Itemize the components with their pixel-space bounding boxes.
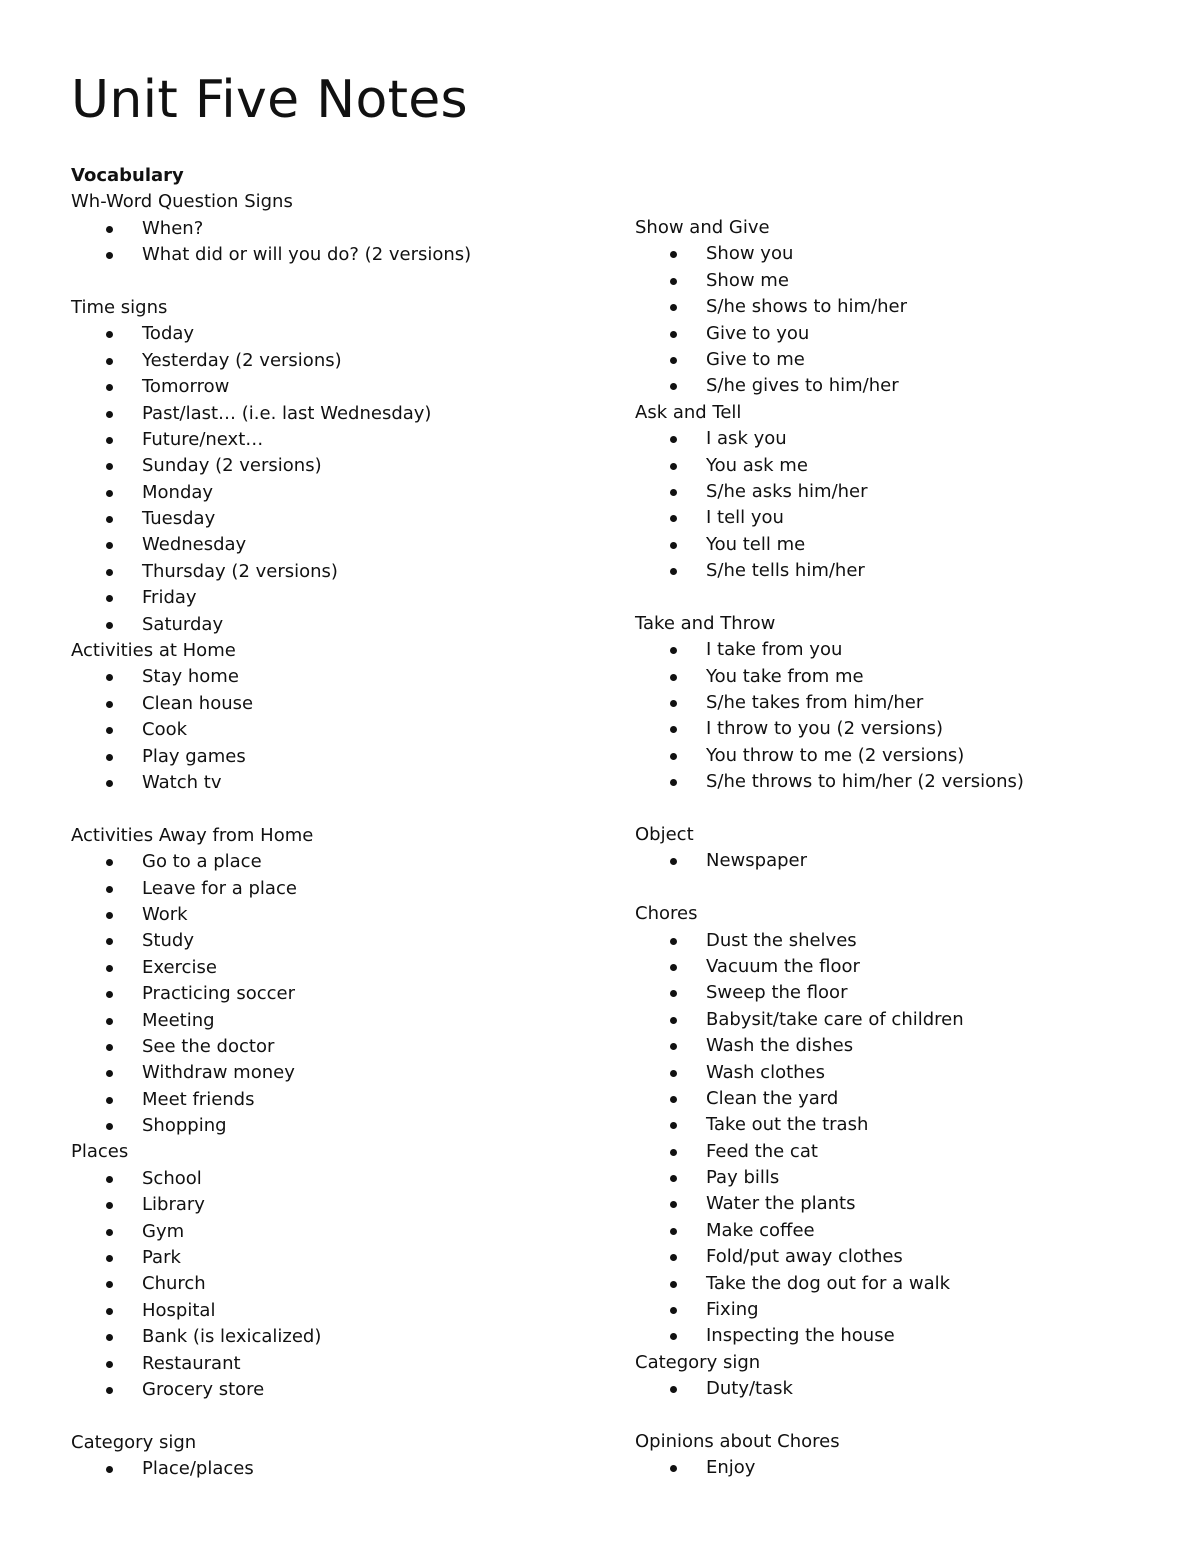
- list-object: [635, 848, 1024, 874]
- list-item: Yesterday (2 versions): [71, 348, 471, 374]
- list-item: Wednesday: [71, 532, 471, 558]
- list-item: Give to me: [635, 347, 1024, 373]
- list-item: Babysit/take care of children: [635, 1007, 1024, 1033]
- list-item: Pay bills: [635, 1165, 1024, 1191]
- section-heading-home: Activities at Home: [71, 640, 236, 662]
- list-item: Wash clothes: [635, 1060, 1024, 1086]
- section-heading-show: Show and Give: [635, 217, 770, 238]
- list-item: Sweep the floor: [635, 980, 1024, 1006]
- list-item: You throw to me (2 versions): [635, 743, 1024, 769]
- list-item: Give to you: [635, 321, 1024, 347]
- list-item: Clean house: [71, 691, 471, 717]
- right-column: [635, 215, 1024, 1482]
- list-item: Enjoy: [635, 1455, 1024, 1481]
- list-item: I ask you: [635, 426, 1024, 452]
- list-item: Meet friends: [71, 1087, 471, 1113]
- list-item: S/he tells him/her: [635, 558, 1024, 584]
- list-item: You tell me: [635, 532, 1024, 558]
- list-item: Fold/put away clothes: [635, 1244, 1024, 1270]
- list-item: Clean the yard: [635, 1086, 1024, 1112]
- list-item: Practicing soccer: [71, 981, 471, 1007]
- list-item: Church: [71, 1271, 471, 1297]
- section-heading-category-sign: Category sign: [635, 1351, 761, 1373]
- list-item: Exercise: [71, 955, 471, 981]
- section-heading-away: Activities Away from Home: [71, 824, 314, 846]
- list-item: Monday: [71, 480, 471, 506]
- list-item: Library: [71, 1192, 471, 1218]
- list-item: Bank (is lexicalized): [71, 1324, 471, 1350]
- list-item: S/he shows to him/her: [635, 294, 1024, 320]
- list-item: Duty/task: [635, 1376, 1024, 1402]
- list-category-sign: [635, 1376, 1024, 1402]
- list-item: Place/places: [71, 1456, 471, 1482]
- list-item: Grocery store: [71, 1377, 471, 1403]
- list-item: Fixing: [635, 1297, 1024, 1323]
- list-item: I tell you: [635, 505, 1024, 531]
- list-item: Park: [71, 1245, 471, 1271]
- list-item: Feed the cat: [635, 1139, 1024, 1165]
- list-item: Stay home: [71, 664, 471, 690]
- page-title: Unit Five Notes: [71, 70, 468, 130]
- list-item: Show you: [635, 241, 1024, 267]
- list-item: Sunday (2 versions): [71, 453, 471, 479]
- list-time: [71, 321, 471, 638]
- list-item: Tuesday: [71, 506, 471, 532]
- list-item: Vacuum the floor: [635, 954, 1024, 980]
- list-item: Meeting: [71, 1008, 471, 1034]
- list-item: Water the plants: [635, 1191, 1024, 1217]
- list-item: Cook: [71, 717, 471, 743]
- section-heading-time: Time signs: [71, 296, 168, 318]
- section-heading-wh: Wh-Word Question Signs: [71, 191, 293, 213]
- list-wh: [71, 216, 471, 269]
- list-opinions: [635, 1455, 1024, 1481]
- section-heading-category: Category sign: [71, 1431, 197, 1453]
- list-item: You take from me: [635, 664, 1024, 690]
- section-heading-take: Take and Throw: [635, 612, 776, 634]
- list-item: Tomorrow: [71, 374, 471, 400]
- list-item: Newspaper: [635, 848, 1024, 874]
- list-item: What did or will you do? (2 versions): [71, 242, 471, 268]
- list-item: Shopping: [71, 1113, 471, 1139]
- list-chores: [635, 928, 1024, 1350]
- list-item: School: [71, 1166, 471, 1192]
- list-item: Make coffee: [635, 1218, 1024, 1244]
- list-ask: [635, 426, 1024, 584]
- list-item: S/he throws to him/her (2 versions): [635, 769, 1024, 795]
- list-take: [635, 637, 1024, 795]
- list-item: S/he takes from him/her: [635, 690, 1024, 716]
- list-home: [71, 664, 471, 796]
- list-item: You ask me: [635, 453, 1024, 479]
- left-column: [71, 163, 471, 1483]
- list-item: Withdraw money: [71, 1060, 471, 1086]
- list-item: I take from you: [635, 637, 1024, 663]
- list-item: Inspecting the house: [635, 1323, 1024, 1349]
- list-item: Take out the trash: [635, 1112, 1024, 1138]
- list-item: Leave for a place: [71, 876, 471, 902]
- list-item: See the doctor: [71, 1034, 471, 1060]
- list-item: Saturday: [71, 612, 471, 638]
- list-item: Hospital: [71, 1298, 471, 1324]
- list-item: S/he gives to him/her: [635, 373, 1024, 399]
- list-places: [71, 1166, 471, 1404]
- section-heading-chores: Chores: [635, 903, 698, 925]
- list-item: Past/last… (i.e. last Wednesday): [71, 401, 471, 427]
- section-heading-object: Object: [635, 823, 694, 845]
- list-away: [71, 849, 471, 1139]
- list-item: Go to a place: [71, 849, 471, 875]
- list-item: Friday: [71, 585, 471, 611]
- list-item: Gym: [71, 1219, 471, 1245]
- list-item: Play games: [71, 744, 471, 770]
- list-item: Work: [71, 902, 471, 928]
- list-item: Today: [71, 321, 471, 347]
- section-heading-places: Places: [71, 1141, 129, 1163]
- list-item: S/he asks him/her: [635, 479, 1024, 505]
- list-item: I throw to you (2 versions): [635, 716, 1024, 742]
- list-item: Restaurant: [71, 1351, 471, 1377]
- list-item: Dust the shelves: [635, 928, 1024, 954]
- list-item: Take the dog out for a walk: [635, 1271, 1024, 1297]
- list-show: [635, 241, 1024, 399]
- list-item: Wash the dishes: [635, 1033, 1024, 1059]
- list-item: Future/next…: [71, 427, 471, 453]
- list-item: Thursday (2 versions): [71, 559, 471, 585]
- list-item: Show me: [635, 268, 1024, 294]
- list-category: [71, 1456, 471, 1482]
- vocabulary-label: Vocabulary: [71, 165, 184, 186]
- list-item: When?: [71, 216, 471, 242]
- list-item: Study: [71, 928, 471, 954]
- list-item: Watch tv: [71, 770, 471, 796]
- section-heading-opinions: Opinions about Chores: [635, 1430, 840, 1452]
- section-heading-ask: Ask and Tell: [635, 401, 742, 423]
